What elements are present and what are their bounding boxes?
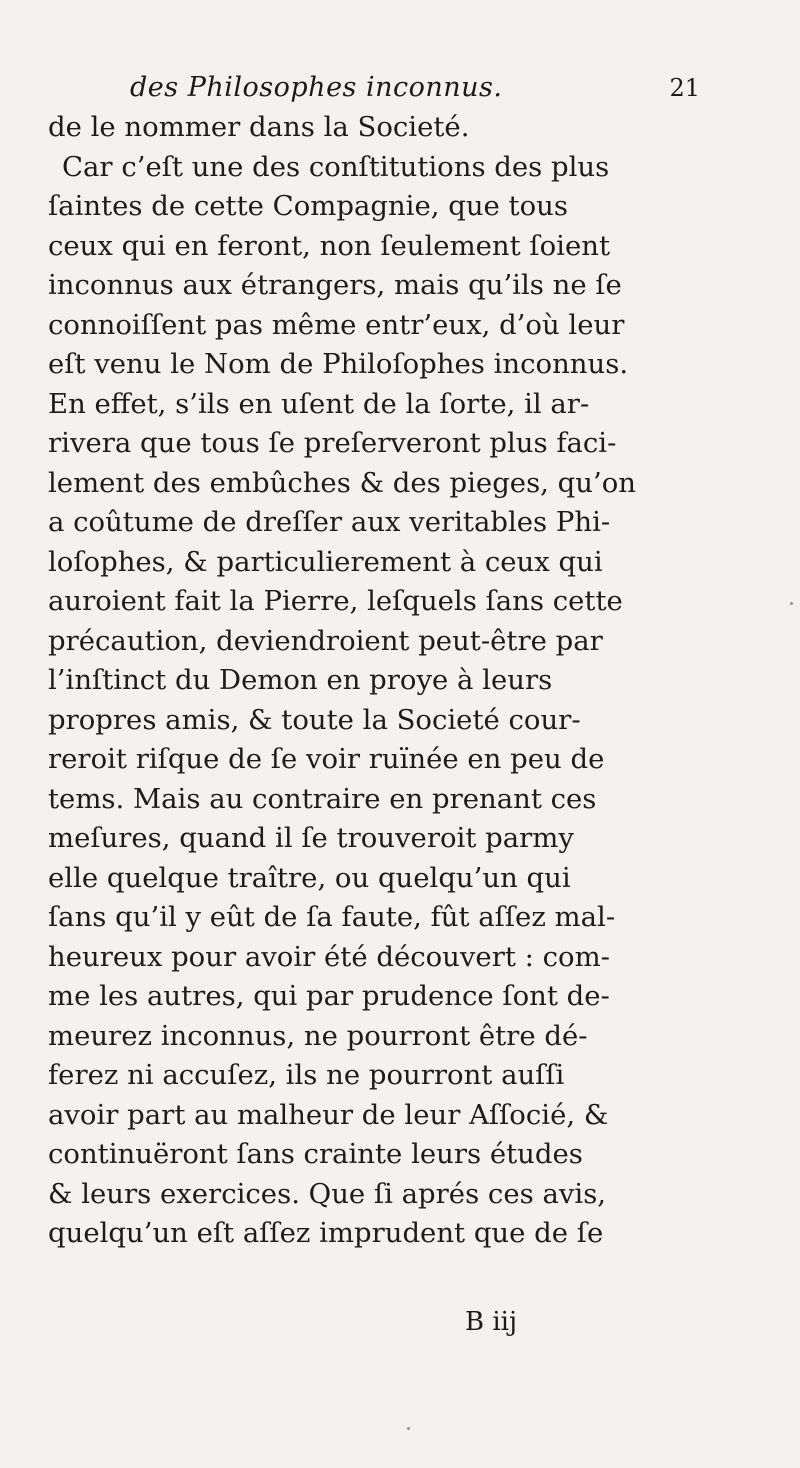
text-line: ferez ni accuſez, ils ne pourront auſſi [48,1059,565,1091]
text-line: eſt venu le Nom de Philoſophes inconnus. [48,348,629,380]
text-line: reroit riſque de ſe voir ruïnée en peu de [48,743,605,775]
running-head: des Philosophes inconnus. [130,72,503,103]
text-line: quelqu’un eſt aſſez imprudent que de ſe [48,1217,604,1249]
text-line: ſaintes de cette Compagnie, que tous [48,190,568,222]
text-line: En effet, s’ils en uſent de la ſorte, il ar- [48,387,590,420]
text-line: lement des embûches & des pieges, qu’on [48,466,636,499]
text-line: propres amis, & toute la Societé cour- [48,703,581,736]
text-line: tems. Mais au contraire en prenant ces [48,782,597,815]
text-line: rivera que tous ſe preſerveront plus faci- [48,427,617,459]
ink-speck [790,602,793,605]
page-header [120,72,700,112]
text-line: & leurs exercices. Que ſi aprés ces avis, [48,1177,607,1210]
text-line: continuëront ſans crainte leurs études [48,1138,583,1170]
signature-mark: B iij [465,1307,518,1337]
text-line: me les autres, qui par prudence ſont de- [48,980,610,1012]
text-line: de le nommer dans la Societé. [48,111,470,143]
text-line: auroient fait la Pierre, leſquels ſans cette [48,585,623,617]
page-number: 21 [669,74,700,102]
text-line: elle quelque traître, ou quelqu’un qui [48,861,571,894]
text-line: précaution, deviendroient peut-être par [48,624,603,657]
text-line: heureux pour avoir été découvert : com- [48,940,610,973]
text-line: ceux qui en feront, non ſeulement ſoient [48,229,610,262]
ink-speck [407,1427,410,1430]
text-line: a coûtume de dreſſer aux veritables Phi- [48,506,611,538]
text-line: connoiſſent pas même entr’eux, d’où leur [48,308,625,341]
text-line: avoir part au malheur de leur Aſſocié, & [48,1098,609,1131]
body-text [48,108,768,1254]
text-line: Car c’eſt une des conſtitutions des plus [62,150,610,183]
text-line: loſophes, & particulierement à ceux qui [48,545,603,578]
text-line: inconnus aux étrangers, mais qu’ils ne ſe [48,269,622,301]
text-line: meurez inconnus, ne pourront être dé- [48,1019,588,1052]
text-line: ſans qu’il y eût de ſa faute, fût aſſez mal- [48,901,616,933]
text-line: meſures, quand il ſe trouveroit parmy [48,822,574,854]
text-line: l’inſtinct du Demon en proye à leurs [48,664,553,696]
